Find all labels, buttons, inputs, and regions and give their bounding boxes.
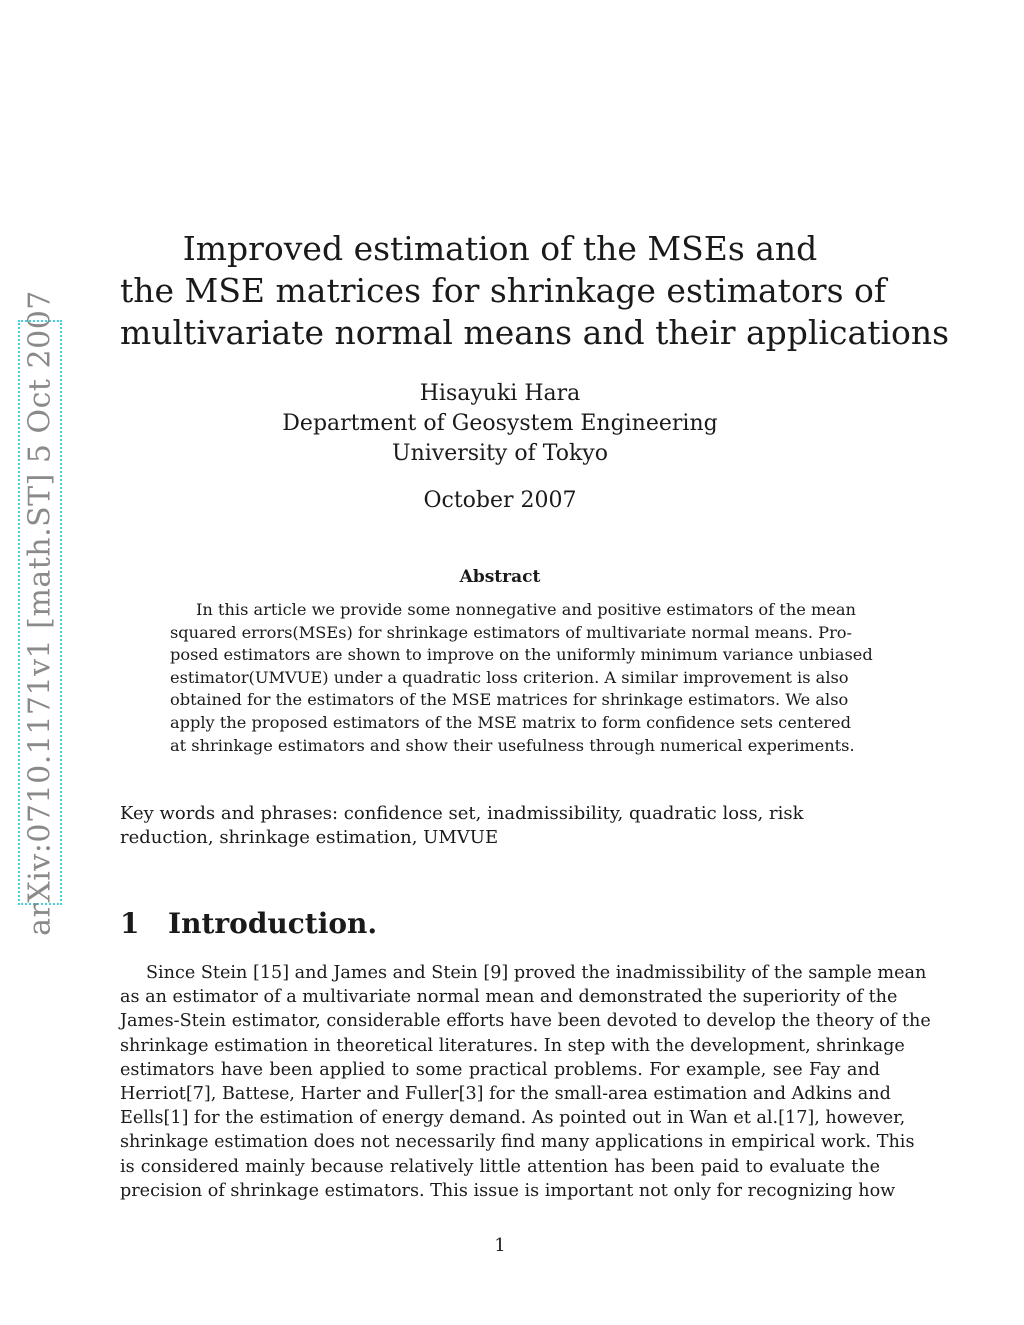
author-university: University of Tokyo xyxy=(392,441,608,466)
title-line: the MSE matrices for shrinkage estimators of xyxy=(120,271,887,310)
author-block xyxy=(120,379,880,469)
arxiv-identifier[interactable]: arXiv:0710.1171v1 [math.ST] 5 Oct 2007 xyxy=(22,289,58,936)
paragraph-line: shrinkage estimation in theoretical literatures. In step with the development, shrinkage xyxy=(120,1035,905,1056)
paper-date: October 2007 xyxy=(423,488,577,513)
paragraph-line: is considered mainly because relatively little attention has been paid to evaluate the xyxy=(120,1156,880,1177)
introduction-paragraph xyxy=(120,961,931,1203)
paragraph-line: James-Stein estimator, considerable efforts have been devoted to develop the theory of the xyxy=(120,1011,931,1032)
section-title: Introduction. xyxy=(168,907,378,940)
title-line: Improved estimation of the MSEs and xyxy=(182,229,818,268)
paragraph-line: estimators have been applied to some practical problems. For example, see Fay and xyxy=(120,1059,880,1080)
paragraph-line: Eells[1] for the estimation of energy demand. As pointed out in Wan et al.[17], however, xyxy=(120,1108,906,1129)
paragraph-line: precision of shrinkage estimators. This issue is important not only for recognizing how xyxy=(120,1180,896,1201)
arxiv-stamp xyxy=(18,289,62,936)
page-number: 1 xyxy=(494,1235,506,1256)
author-department: Department of Geosystem Engineering xyxy=(282,411,718,436)
abstract-heading: Abstract xyxy=(459,567,541,587)
section-heading xyxy=(120,906,377,942)
abstract-line: estimator(UMVUE) under a quadratic loss criterion. A similar improvement is also xyxy=(170,667,849,687)
abstract-line: posed estimators are shown to improve on the uniformly minimum variance unbiased xyxy=(170,645,873,665)
paper-title xyxy=(120,228,950,354)
abstract-line: In this article we provide some nonnegative and positive estimators of the mean xyxy=(196,600,856,619)
abstract-line: obtained for the estimators of the MSE matrices for shrinkage estimators. We also xyxy=(170,690,849,710)
section-number: 1 xyxy=(120,907,140,940)
abstract-line: at shrinkage estimators and show their usefulness through numerical experiments. xyxy=(170,735,855,755)
keywords: Key words and phrases: confidence set, inadmissibility, quadratic loss, risk reduction, shrinkage estimation, UMVUE xyxy=(120,803,804,848)
paragraph-line: Since Stein [15] and James and Stein [9] proved the inadmissibility of the sample mean xyxy=(146,963,927,983)
title-line: multivariate normal means and their applications xyxy=(120,313,950,352)
abstract-body xyxy=(170,599,873,757)
paragraph-line: as an estimator of a multivariate normal mean and demonstrated the superiority of the xyxy=(120,987,898,1008)
paragraph-line: Herriot[7], Battese, Harter and Fuller[3] for the small-area estimation and Adkins and xyxy=(120,1084,891,1105)
abstract-line: apply the proposed estimators of the MSE matrix to form confidence sets centered xyxy=(170,712,851,732)
author-name: Hisayuki Hara xyxy=(419,381,581,406)
paragraph-line: shrinkage estimation does not necessarily find many applications in empirical work. This xyxy=(120,1132,915,1153)
abstract-line: squared errors(MSEs) for shrinkage estimators of multivariate normal means. Pro- xyxy=(170,622,853,642)
